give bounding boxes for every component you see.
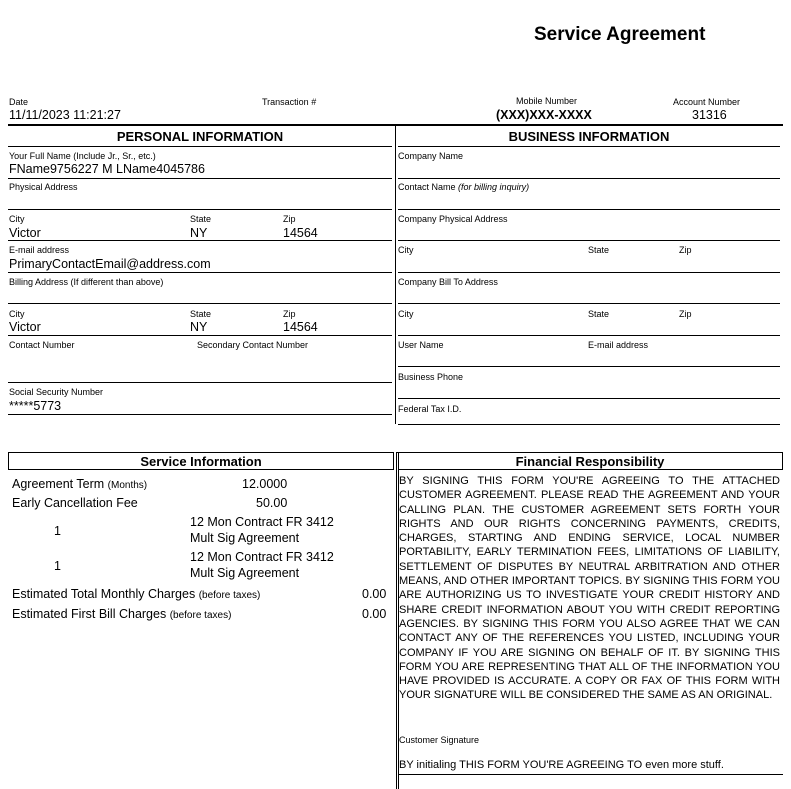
- company-name-label: Company Name: [398, 151, 464, 161]
- contact-name-label: [398, 182, 529, 192]
- rule: [398, 424, 780, 425]
- financial-box-right: [782, 452, 783, 470]
- monthly-charges-text: Estimated Total Monthly Charges: [12, 587, 196, 601]
- section-divider: [395, 124, 396, 424]
- financial-box-left: [396, 452, 397, 789]
- rule: [8, 178, 392, 179]
- account-value: 31316: [692, 108, 727, 122]
- city2-label: City: [9, 309, 25, 319]
- state-label: State: [190, 214, 212, 224]
- business-phone-label: Business Phone: [398, 372, 464, 382]
- account-label: Account Number: [673, 97, 741, 107]
- rule: [8, 414, 392, 415]
- contact-number-label: Contact Number: [9, 340, 75, 350]
- user-name-label: User Name: [398, 340, 444, 350]
- biz-city2-label: City: [398, 309, 414, 319]
- rule: [398, 178, 780, 179]
- city2-value: Victor: [9, 320, 41, 334]
- billing-address-label: Billing Address (If different than above): [9, 277, 164, 287]
- biz-email-label: E-mail address: [588, 340, 649, 350]
- biz-city-label: City: [398, 245, 414, 255]
- personal-heading: PERSONAL INFORMATION: [116, 129, 284, 144]
- state-value: NY: [190, 226, 208, 240]
- initial-text: BY initialing THIS FORM YOU'RE AGREEING TO even more stuff.: [399, 759, 724, 771]
- line-desc: Mult Sig Agreement: [190, 531, 300, 545]
- rule: [398, 303, 780, 304]
- biz-state-label: State: [588, 245, 610, 255]
- first-bill-note: (before taxes): [169, 610, 232, 621]
- secondary-contact-label: Secondary Contact Number: [197, 340, 309, 350]
- rule: [8, 240, 392, 241]
- financial-text: BY SIGNING THIS FORM YOU'RE AGREEING TO THE ATTACHED CUSTOMER AGREEMENT. PLEASE READ THE AGREEMENT AND YOUR CALLING PLAN. THE CUSTOMER AGREEMENT SETS FORTH YOUR RIGHTS AND OUR RIGHTS CONCERNING PAYMENTS, CREDITS, CHARGES, STARTING AND ENDING SERVICE, LOCAL NUMBER PORTABILITY, EARLY TERMINATION FEES, LIMITATIONS OF LIABILITY, SETTLEMENT OF DISPUTES BY NEUTRAL ARBITRATION AND OTHER MEANS, AND OTHER IMPORTANT TOPICS. BY SIGNING THIS FORM YOU ARE AUTHORIZING US TO INVESTIGATE YOUR CREDIT HISTORY AND SHARE CREDIT INFORMATION ABOUT YOU WITH CREDIT REPORTING AGENCIES. BY SIGNING THIS FORM YOU ALSO AGREE THAT WE CAN CONTACT ANY OF THE REFERENCES YOU LISTED, INCLUDING YOUR COMPANY IF YOU ARE SIGNING ON BEHALF OF IT. BY SIGNING THIS FORM YOU ARE REPRESENTING THAT ALL OF THE INFORMATION YOU HAVE PROVIDED IS ACCURATE. A COPY OR FAX OF THIS FORM WITH YOUR SIGNATURE WILL BE CONSIDERED THE SAME AS AN ORIGINAL.: [399, 475, 780, 702]
- first-bill-text: Estimated First Bill Charges: [12, 607, 167, 621]
- agreement-term-value: 12.0000: [242, 477, 288, 491]
- agreement-term-label: [12, 477, 147, 491]
- agreement-term-unit: (Months): [107, 480, 148, 491]
- service-heading: Service Information: [140, 454, 262, 469]
- city-value: Victor: [9, 226, 41, 240]
- state2-label: State: [190, 309, 212, 319]
- date-value: 11/11/2023 11:21:27: [9, 108, 121, 122]
- monthly-charges-note: (before taxes): [198, 590, 261, 601]
- contact-name-text: Contact Name: [398, 182, 456, 192]
- business-heading-rule: [398, 146, 780, 147]
- mobile-value: (XXX)XXX-XXXX: [496, 108, 592, 122]
- ecf-label: Early Cancellation Fee: [12, 496, 138, 510]
- physical-address-label: Physical Address: [9, 182, 78, 192]
- transaction-label: Transaction #: [262, 97, 317, 107]
- financial-heading-rule: [398, 469, 783, 470]
- city-label: City: [9, 214, 25, 224]
- financial-heading: Financial Responsibility: [515, 454, 665, 469]
- full-name-label: Your Full Name (Include Jr., Sr., etc.): [9, 151, 156, 161]
- financial-box-top: [396, 452, 783, 453]
- zip2-value: 14564: [283, 320, 318, 334]
- agreement-term-text: Agreement Term: [12, 477, 105, 491]
- zip2-label: Zip: [283, 309, 296, 319]
- biz-zip2-label: Zip: [679, 309, 692, 319]
- signature-rule: [398, 774, 783, 775]
- business-heading: BUSINESS INFORMATION: [508, 129, 670, 144]
- ecf-value: 50.00: [256, 496, 288, 510]
- date-label: Date: [9, 97, 29, 107]
- rule: [398, 240, 780, 241]
- line-qty: 1: [54, 524, 61, 538]
- biz-zip-label: Zip: [679, 245, 692, 255]
- rule: [398, 272, 780, 273]
- service-box-top: [8, 452, 394, 453]
- rule: [8, 272, 392, 273]
- company-physical-label: Company Physical Address: [398, 214, 508, 224]
- line-desc: 12 Mon Contract FR 3412: [190, 515, 334, 529]
- rule: [8, 335, 392, 336]
- ssn-label: Social Security Number: [9, 387, 104, 397]
- rule: [398, 335, 780, 336]
- personal-heading-rule: [8, 146, 392, 147]
- full-name-value: FName9756227 M LName4045786: [9, 162, 205, 176]
- email-label: E-mail address: [9, 245, 70, 255]
- page-title: Service Agreement: [534, 24, 706, 45]
- zip-value: 14564: [283, 226, 318, 240]
- line-qty: 1: [54, 559, 61, 573]
- first-bill-value: 0.00: [362, 607, 387, 621]
- customer-signature-label: Customer Signature: [399, 735, 480, 745]
- zip-label: Zip: [283, 214, 296, 224]
- first-bill-label: [12, 607, 231, 621]
- mobile-label: Mobile Number: [516, 96, 578, 106]
- contact-name-note: (for billing inquiry): [458, 182, 530, 192]
- monthly-charges-value: 0.00: [362, 587, 387, 601]
- biz-state2-label: State: [588, 309, 610, 319]
- monthly-charges-label: [12, 587, 260, 601]
- rule: [398, 209, 780, 210]
- bill-to-label: Company Bill To Address: [398, 277, 498, 287]
- state2-value: NY: [190, 320, 208, 334]
- line-desc: 12 Mon Contract FR 3412: [190, 550, 334, 564]
- federal-tax-label: Federal Tax I.D.: [398, 404, 462, 414]
- rule: [8, 209, 392, 210]
- email-value: PrimaryContactEmail@address.com: [9, 257, 211, 271]
- service-heading-rule: [8, 469, 394, 470]
- rule: [398, 366, 780, 367]
- rule: [8, 303, 392, 304]
- rule: [8, 382, 392, 383]
- rule: [398, 398, 780, 399]
- ssn-value: *****5773: [9, 399, 62, 413]
- line-desc: Mult Sig Agreement: [190, 566, 300, 580]
